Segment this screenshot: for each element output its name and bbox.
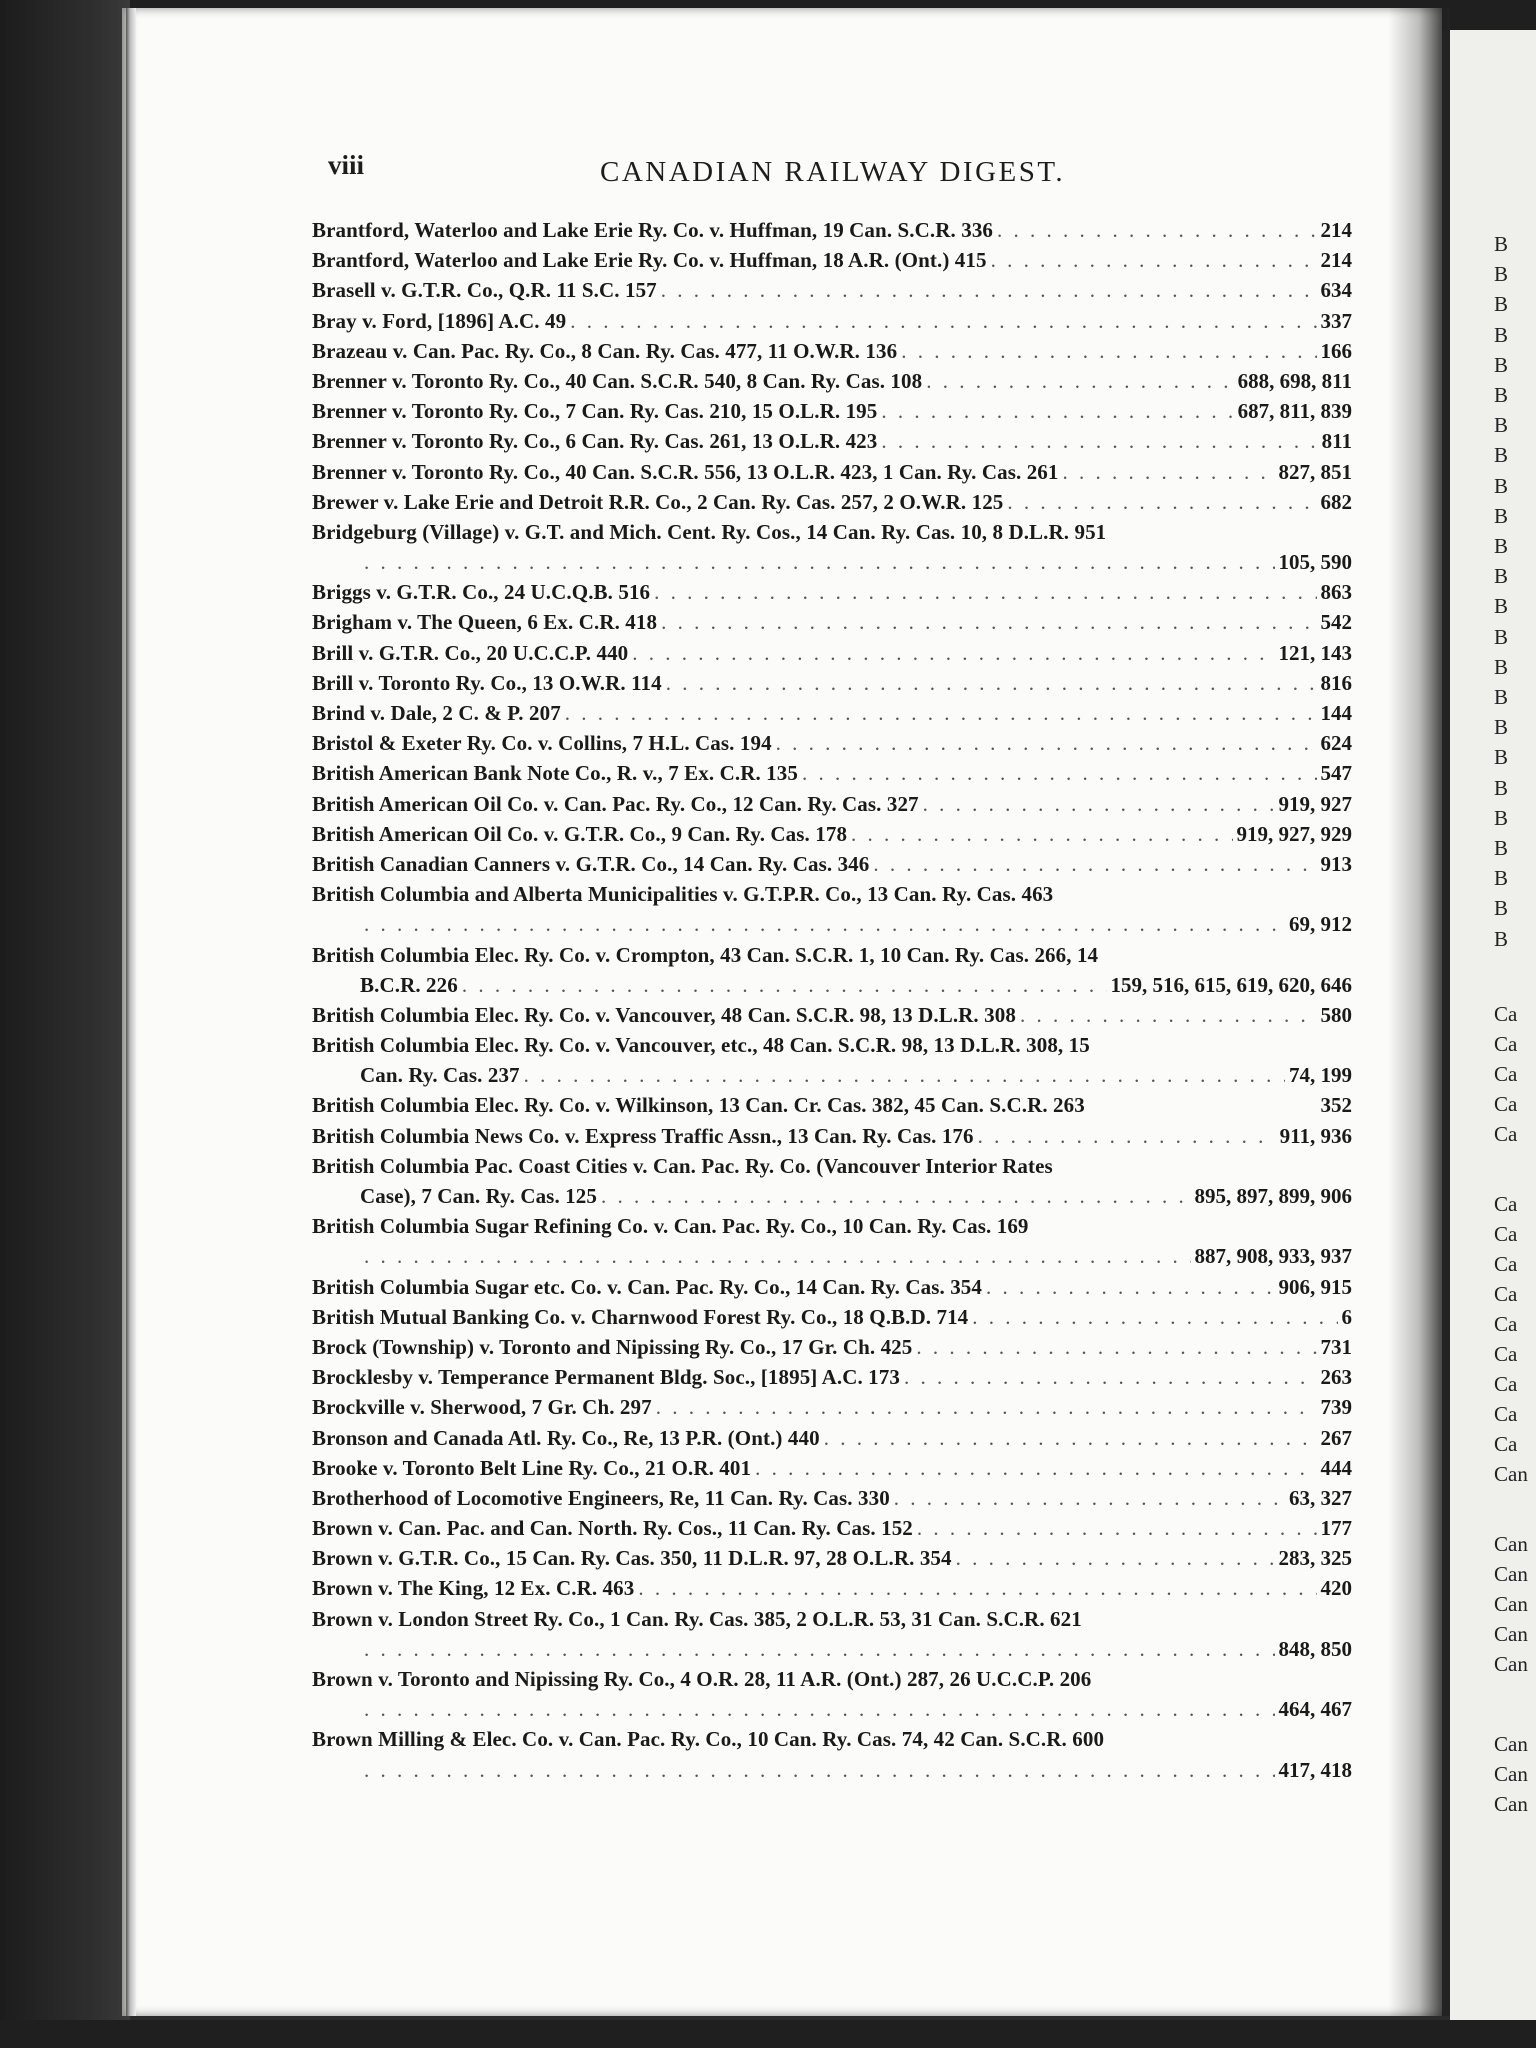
case-entry — [312, 879, 1352, 939]
case-entry — [312, 1151, 1352, 1211]
page-references: 352 — [1320, 1093, 1352, 1118]
case-entry — [312, 396, 1352, 426]
scan-left-edge — [0, 0, 130, 2048]
case-entry — [312, 487, 1352, 517]
facing-page-fragment: B — [1494, 926, 1509, 951]
dot-leader — [565, 698, 1317, 728]
case-citation: Brantford, Waterloo and Lake Erie Ry. Co. v. Huffman, 18 A.R. (Ont.) 415 — [312, 248, 987, 273]
page-references: 283, 325 — [1278, 1546, 1352, 1571]
case-citation: Briggs v. G.T.R. Co., 24 U.C.Q.B. 516 — [312, 580, 651, 605]
dot-leader — [851, 819, 1232, 849]
dot-leader — [802, 758, 1317, 788]
case-entry — [312, 1302, 1352, 1332]
page-references: 74, 199 — [1289, 1063, 1352, 1088]
dot-leader — [997, 215, 1316, 245]
facing-page-fragment: Ca — [1494, 1002, 1518, 1026]
facing-page-fragment: Can — [1494, 1592, 1528, 1616]
case-entry — [312, 275, 1352, 305]
page-references: 682 — [1320, 489, 1352, 514]
case-citation-continued: B.C.R. 226 — [360, 972, 458, 997]
page-references: 417, 418 — [1278, 1757, 1352, 1782]
dot-leader — [654, 577, 1316, 607]
page-references: 816 — [1320, 670, 1352, 695]
case-citation: British American Oil Co. v. G.T.R. Co., 9 Can. Ry. Cas. 178 — [312, 821, 848, 846]
case-entry — [312, 607, 1352, 637]
case-citation: Brenner v. Toronto Ry. Co., 6 Can. Ry. Cas. 261, 13 O.L.R. 423 — [312, 429, 878, 454]
case-citation: Brotherhood of Locomotive Engineers, Re, 11 Can. Ry. Cas. 330 — [312, 1485, 890, 1510]
facing-page-fragment: B — [1494, 896, 1509, 921]
page-references: 214 — [1320, 248, 1352, 273]
case-citation: Brenner v. Toronto Ry. Co., 7 Can. Ry. Cas. 210, 15 O.L.R. 195 — [312, 399, 878, 424]
case-citation: Brind v. Dale, 2 C. & P. 207 — [312, 701, 561, 725]
page-references: 159, 516, 615, 619, 620, 646 — [1110, 972, 1352, 997]
page-references: 687, 811, 839 — [1237, 399, 1352, 424]
dot-leader — [1020, 1000, 1317, 1030]
dot-leader — [926, 366, 1233, 396]
facing-page-fragment: B — [1494, 624, 1509, 649]
page-references: 919, 927 — [1278, 791, 1352, 816]
facing-page-fragment: B — [1494, 654, 1509, 679]
case-citation: British Mutual Banking Co. v. Charnwood Forest Ry. Co., 18 Q.B.D. 714 — [312, 1304, 969, 1329]
page-header — [0, 150, 1536, 190]
case-entry — [312, 336, 1352, 366]
facing-page-fragment: B — [1494, 564, 1509, 589]
case-entry — [312, 1453, 1352, 1483]
scan-bottom-edge — [0, 2020, 1536, 2048]
case-citation-continued: Can. Ry. Cas. 237 — [360, 1063, 520, 1088]
page-references: 848, 850 — [1278, 1636, 1352, 1661]
case-entry — [312, 638, 1352, 668]
case-citation: Brooke v. Toronto Belt Line Ry. Co., 21 O.R. 401 — [312, 1455, 752, 1480]
facing-page-fragment: B — [1494, 322, 1509, 347]
facing-page-fragment: B — [1494, 383, 1509, 407]
dot-leader — [661, 607, 1316, 637]
dot-leader — [923, 789, 1275, 819]
page-references: 863 — [1320, 580, 1352, 605]
dot-leader — [776, 728, 1317, 758]
facing-page-fragment: B — [1494, 534, 1509, 558]
page-references: 731 — [1320, 1334, 1352, 1359]
case-entry — [312, 819, 1352, 849]
case-citation: Brenner v. Toronto Ry. Co., 40 Can. S.C.R. 556, 13 O.L.R. 423, 1 Can. Ry. Cas. 261 — [312, 459, 1059, 484]
dot-leader — [978, 1121, 1276, 1151]
page-references: 624 — [1320, 731, 1352, 756]
case-entry — [312, 1513, 1352, 1543]
dot-leader — [986, 1272, 1275, 1302]
dot-leader — [364, 1241, 1191, 1271]
case-citation: British Columbia Elec. Ry. Co. v. Wilkinson, 13 Can. Cr. Cas. 382, 45 Can. S.C.R. 263 — [312, 1093, 1085, 1118]
dot-leader — [570, 306, 1316, 336]
case-citation: Brown v. Toronto and Nipissing Ry. Co., 4 O.R. 28, 11 A.R. (Ont.) 287, 26 U.C.C.P. 206 — [312, 1667, 1092, 1691]
case-citation: Brown Milling & Elec. Co. v. Can. Pac. Ry. Co., 10 Can. Ry. Cas. 74, 42 Can. S.C.R. 600 — [312, 1727, 1105, 1752]
page-number: viii — [328, 150, 365, 180]
facing-page-fragment: B — [1494, 232, 1509, 256]
dot-leader — [916, 1332, 1316, 1362]
case-entry — [312, 1211, 1352, 1271]
facing-page-fragment: B — [1494, 443, 1509, 468]
page-references: 811 — [1321, 429, 1352, 454]
dot-leader — [632, 638, 1274, 668]
facing-page-fragment: Ca — [1494, 1252, 1518, 1276]
page-references: 911, 936 — [1279, 1123, 1352, 1148]
facing-page-fragment: B — [1494, 292, 1509, 317]
dot-leader — [956, 1543, 1275, 1573]
case-entry — [312, 1030, 1352, 1090]
dot-leader — [881, 396, 1233, 426]
case-entry — [312, 1392, 1352, 1422]
case-entry — [312, 1664, 1352, 1724]
case-entry — [312, 245, 1352, 275]
case-entry — [312, 698, 1352, 728]
page-references: 547 — [1320, 761, 1352, 786]
case-entry — [312, 728, 1352, 758]
case-citation: Brock (Township) v. Toronto and Nipissing Ry. Co., 17 Gr. Ch. 425 — [312, 1334, 913, 1359]
running-title: CANADIAN RAILWAY DIGEST. — [600, 156, 1066, 188]
case-citation: Bray v. Ford, [1896] A.C. 49 — [312, 308, 567, 333]
case-citation: British Canadian Canners v. G.T.R. Co., 14 Can. Ry. Cas. 346 — [312, 851, 870, 876]
dot-leader — [755, 1453, 1316, 1483]
page-references: 69, 912 — [1289, 912, 1352, 937]
page-references: 887, 908, 933, 937 — [1194, 1244, 1352, 1269]
page-references: 177 — [1320, 1516, 1352, 1541]
facing-page — [1450, 30, 1536, 2020]
case-citation: British Columbia Elec. Ry. Co. v. Vancouver, 48 Can. S.C.R. 98, 13 D.L.R. 308 — [312, 1002, 1016, 1027]
dot-leader — [904, 1362, 1317, 1392]
case-entry — [312, 1362, 1352, 1392]
dot-leader — [524, 1060, 1285, 1090]
dot-leader — [364, 1755, 1275, 1785]
case-entry — [312, 215, 1352, 245]
case-citation: Bridgeburg (Village) v. G.T. and Mich. Cent. Ry. Cos., 14 Can. Ry. Cas. 10, 8 D.L.R. 951 — [312, 519, 1107, 544]
facing-page-fragment: Ca — [1494, 1222, 1518, 1246]
page-references: 63, 327 — [1289, 1485, 1352, 1510]
page-references: 688, 698, 811 — [1237, 368, 1352, 393]
dot-leader — [462, 970, 1107, 1000]
case-citation: British Columbia Sugar Refining Co. v. Can. Pac. Ry. Co., 10 Can. Ry. Cas. 169 — [312, 1214, 1029, 1239]
dot-leader — [1063, 457, 1275, 487]
case-citation: Brantford, Waterloo and Lake Erie Ry. Co. v. Huffman, 19 Can. S.C.R. 336 — [312, 218, 994, 242]
facing-page-fragment: B — [1494, 836, 1509, 860]
facing-page-fragment: Ca — [1494, 1312, 1518, 1336]
dot-leader — [364, 1634, 1275, 1664]
facing-page-fragment: B — [1494, 775, 1509, 800]
facing-page-fragment: Ca — [1494, 1192, 1518, 1216]
facing-page-fragment: Ca — [1494, 1032, 1518, 1056]
page-references: 464, 467 — [1278, 1697, 1352, 1722]
facing-page-fragment: B — [1494, 352, 1509, 377]
case-citation: Brown v. Can. Pac. and Can. North. Ry. Cos., 11 Can. Ry. Cas. 152 — [312, 1516, 913, 1541]
case-entry — [312, 306, 1352, 336]
facing-page-fragment: Can — [1494, 1732, 1528, 1756]
case-citation: Brockville v. Sherwood, 7 Gr. Ch. 297 — [312, 1395, 652, 1420]
case-entry — [312, 940, 1352, 1000]
case-entry — [312, 426, 1352, 456]
case-entry — [312, 1090, 1352, 1120]
case-citation: Brill v. Toronto Ry. Co., 13 O.W.R. 114 — [312, 670, 662, 695]
case-entry — [312, 1573, 1352, 1603]
page-references: 906, 915 — [1278, 1274, 1352, 1299]
case-citation: Brasell v. G.T.R. Co., Q.R. 11 S.C. 157 — [312, 278, 657, 303]
page-references: 919, 927, 929 — [1236, 821, 1352, 846]
dot-leader — [894, 1483, 1285, 1513]
facing-page-fragment: B — [1494, 262, 1509, 287]
facing-page-fragment: Can — [1494, 1652, 1528, 1676]
case-citation: British Columbia News Co. v. Express Traffic Assn., 13 Can. Ry. Cas. 176 — [312, 1123, 974, 1148]
facing-page-fragment: Can — [1494, 1532, 1528, 1556]
facing-page-fragment: Ca — [1494, 1342, 1518, 1366]
case-citation: British Columbia and Alberta Municipalities v. G.T.P.R. Co., 13 Can. Ry. Cas. 463 — [312, 882, 1054, 907]
case-citation: Brazeau v. Can. Pac. Ry. Co., 8 Can. Ry. Cas. 477, 11 O.W.R. 136 — [312, 338, 898, 363]
facing-page-fragment: Can — [1494, 1792, 1528, 1816]
case-citation: Brill v. G.T.R. Co., 20 U.C.C.P. 440 — [312, 640, 629, 665]
page-references: 634 — [1320, 278, 1352, 303]
dot-leader — [991, 245, 1317, 275]
case-citation: Brenner v. Toronto Ry. Co., 40 Can. S.C.R. 540, 8 Can. Ry. Cas. 108 — [312, 368, 923, 393]
page-references: 214 — [1320, 218, 1352, 242]
book-gutter — [1388, 8, 1450, 2016]
dot-leader — [824, 1423, 1317, 1453]
page-references: 827, 851 — [1278, 459, 1352, 484]
facing-page-fragment: B — [1494, 685, 1509, 709]
case-entry — [312, 849, 1352, 879]
page-references: 542 — [1320, 610, 1352, 635]
page-references: 337 — [1320, 308, 1352, 333]
facing-page-fragment: B — [1494, 866, 1509, 891]
case-citation: Brigham v. The Queen, 6 Ex. C.R. 418 — [312, 610, 658, 635]
case-citation: Bristol & Exeter Ry. Co. v. Collins, 7 H.L. Cas. 194 — [312, 731, 772, 756]
dot-leader — [873, 849, 1316, 879]
dot-leader — [901, 336, 1316, 366]
case-citation: British Columbia Sugar etc. Co. v. Can. Pac. Ry. Co., 14 Can. Ry. Cas. 354 — [312, 1274, 982, 1299]
facing-page-fragment: Ca — [1494, 1062, 1518, 1086]
case-entry — [312, 1483, 1352, 1513]
dot-leader — [972, 1302, 1337, 1332]
case-entry — [312, 457, 1352, 487]
page-references: 739 — [1320, 1395, 1352, 1420]
dot-leader — [666, 668, 1317, 698]
case-entry — [312, 1121, 1352, 1151]
dot-leader — [917, 1513, 1317, 1543]
dot-leader — [881, 426, 1317, 456]
page-references: 263 — [1320, 1365, 1352, 1390]
case-entry — [312, 1724, 1352, 1784]
dot-leader — [364, 1694, 1275, 1724]
case-citation: Brown v. G.T.R. Co., 15 Can. Ry. Cas. 350, 11 D.L.R. 97, 28 O.L.R. 354 — [312, 1546, 952, 1571]
dot-leader — [656, 1392, 1317, 1422]
case-entry — [312, 789, 1352, 819]
case-citation: Brown v. The King, 12 Ex. C.R. 463 — [312, 1576, 635, 1601]
page-references: 895, 897, 899, 906 — [1194, 1184, 1352, 1208]
facing-page-fragment: B — [1494, 413, 1509, 438]
facing-page-fragment: B — [1494, 594, 1509, 619]
facing-page-fragment: Ca — [1494, 1372, 1518, 1396]
case-entry — [312, 758, 1352, 788]
facing-page-fragment: Ca — [1494, 1282, 1518, 1306]
dot-leader — [364, 547, 1275, 577]
case-entry — [312, 1543, 1352, 1573]
page-references: 444 — [1320, 1455, 1352, 1480]
case-citation: British American Bank Note Co., R. v., 7 Ex. C.R. 135 — [312, 761, 798, 786]
page-references: 6 — [1341, 1304, 1352, 1329]
page-references: 144 — [1320, 701, 1352, 725]
facing-page-fragment: B — [1494, 473, 1509, 498]
page-references: 166 — [1320, 338, 1352, 363]
case-citation: British Columbia Pac. Coast Cities v. Can. Pac. Ry. Co. (Vancouver Interior Rates — [312, 1153, 1053, 1178]
facing-page-fragment: B — [1494, 805, 1509, 830]
case-entry — [312, 577, 1352, 607]
case-citation-continued: Case), 7 Can. Ry. Cas. 125 — [360, 1184, 597, 1208]
dot-leader — [364, 909, 1285, 939]
facing-page-fragment: Ca — [1494, 1402, 1518, 1426]
facing-page-fragment: Ca — [1494, 1122, 1518, 1146]
page-references: 913 — [1320, 851, 1352, 876]
facing-page-fragment: B — [1494, 745, 1509, 770]
case-entry — [312, 1000, 1352, 1030]
dot-leader — [601, 1181, 1191, 1211]
facing-page-fragment: Can — [1494, 1762, 1528, 1786]
facing-page-fragment: B — [1494, 715, 1509, 740]
page-edge — [126, 8, 136, 2016]
case-citation: British Columbia Elec. Ry. Co. v. Vancouver, etc., 48 Can. S.C.R. 98, 13 D.L.R. 308, 15 — [312, 1033, 1090, 1058]
page-references: 105, 590 — [1278, 550, 1352, 575]
dot-leader — [1007, 487, 1316, 517]
case-entry — [312, 517, 1352, 577]
dot-leader — [638, 1573, 1316, 1603]
case-entry — [312, 1423, 1352, 1453]
page-references: 580 — [1320, 1002, 1352, 1027]
case-citation: Brown v. London Street Ry. Co., 1 Can. Ry. Cas. 385, 2 O.L.R. 53, 31 Can. S.C.R. 621 — [312, 1606, 1082, 1631]
facing-page-fragment: Can — [1494, 1622, 1528, 1646]
facing-page-fragment: Ca — [1494, 1092, 1518, 1116]
case-citation: Brewer v. Lake Erie and Detroit R.R. Co., 2 Can. Ry. Cas. 257, 2 O.W.R. 125 — [312, 489, 1004, 514]
case-entry — [312, 1604, 1352, 1664]
facing-page-fragment: B — [1494, 503, 1509, 528]
case-entry — [312, 1332, 1352, 1362]
page-references: 420 — [1320, 1576, 1352, 1601]
case-entry — [312, 1272, 1352, 1302]
case-table-list — [312, 215, 1352, 1785]
case-citation: British American Oil Co. v. Can. Pac. Ry. Co., 12 Can. Ry. Cas. 327 — [312, 791, 919, 816]
facing-page-fragment: Ca — [1494, 1432, 1518, 1456]
case-entry — [312, 366, 1352, 396]
page-references: 121, 143 — [1278, 640, 1352, 665]
case-entry — [312, 668, 1352, 698]
page-references: 267 — [1320, 1425, 1352, 1450]
facing-page-fragment: Can — [1494, 1562, 1528, 1586]
facing-page-fragment: Can — [1494, 1462, 1528, 1486]
case-citation: Bronson and Canada Atl. Ry. Co., Re, 13 P.R. (Ont.) 440 — [312, 1425, 820, 1450]
case-citation: British Columbia Elec. Ry. Co. v. Crompton, 43 Can. S.C.R. 1, 10 Can. Ry. Cas. 266, 14 — [312, 942, 1099, 967]
dot-leader — [661, 275, 1317, 305]
case-citation: Brocklesby v. Temperance Permanent Bldg. Soc., [1895] A.C. 173 — [312, 1365, 900, 1390]
